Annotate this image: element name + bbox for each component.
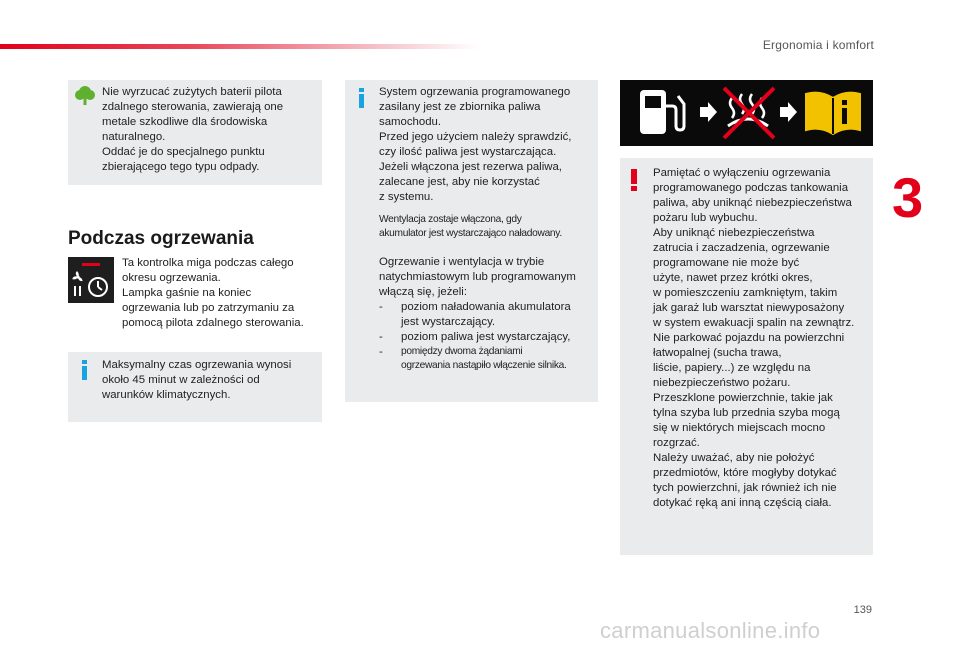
text-line: System ogrzewania programowanego — [379, 86, 571, 98]
text-line: z systemu. — [379, 191, 434, 203]
info-icon — [357, 88, 367, 108]
eco-note-text — [102, 85, 314, 175]
text-line: paliwa, aby uniknąć niebezpieczeństwa — [653, 197, 852, 209]
arrow-right-icon — [700, 102, 717, 122]
refuel-warning-pictogram — [620, 80, 873, 146]
text-line: Maksymalny czas ogrzewania wynosi — [102, 359, 292, 371]
manual-book-icon — [806, 93, 860, 134]
text-line: Lampka gaśnie na koniec — [122, 287, 252, 299]
text-line: jak garaż lub warsztat niewyposażony — [653, 302, 845, 314]
list-item — [379, 345, 592, 373]
text-line: Aby uniknąć niebezpieczeństwa — [653, 227, 815, 239]
text-line: pomiędzy dwoma żądaniami — [401, 346, 523, 357]
text-line: niebezpieczeństwo pożaru. — [653, 377, 791, 389]
list-item — [379, 300, 592, 330]
text-line: włączą się, jeżeli: — [379, 286, 467, 298]
heater-crossed-icon — [724, 88, 774, 138]
text-line: zatrucia i zaczadzenia, ogrzewanie — [653, 242, 830, 254]
info-icon — [80, 360, 90, 380]
lamp-description — [122, 256, 327, 331]
list-dash: - — [379, 301, 383, 313]
text-line: Należy uważać, aby nie położyć — [653, 452, 815, 464]
text-line: akumulator jest wystarczająco naładowany. — [379, 228, 562, 239]
text-line: samochodu. — [379, 116, 442, 128]
text-line: tych powierzchni, jak również ich nie — [653, 482, 837, 494]
text-line: w system ewakuacji spalin na zewnątrz. — [653, 317, 855, 329]
fuel-note-paragraph-2 — [379, 213, 592, 241]
text-line: w pomieszczeniu zamkniętym, takim — [653, 287, 838, 299]
text-line: dotykać ręką ani inną częścią ciała. — [653, 497, 832, 509]
list-dash: - — [379, 346, 383, 358]
text-line: ogrzewania lub po zatrzymaniu za — [122, 302, 295, 314]
text-line: Jeżeli włączona jest rezerwa paliwa, — [379, 161, 562, 173]
fuel-pump-icon — [640, 90, 684, 134]
text-line: zdalnego sterowania, zawierają one — [102, 101, 284, 113]
text-line: około 45 minut w zależności od — [102, 374, 260, 386]
text-line: Ogrzewanie i wentylacja w trybie — [379, 256, 545, 268]
text-line: okresu ogrzewania. — [122, 272, 221, 284]
text-line: Przed jego użyciem należy sprawdzić, — [379, 131, 572, 143]
warning-note-text — [653, 166, 867, 511]
text-line: poziom paliwa jest wystarczający, — [401, 331, 571, 343]
chapter-number: 3 — [892, 166, 924, 229]
page-number: 139 — [853, 604, 872, 616]
info-note-box-fuel — [345, 80, 598, 402]
text-line: pomocą pilota zdalnego sterowania. — [122, 317, 304, 329]
text-line: Nie parkować pojazdu na powierzchni — [653, 332, 845, 344]
eco-note-box — [68, 80, 322, 185]
list-dash: - — [379, 331, 383, 343]
section-title: Podczas ogrzewania — [68, 228, 254, 249]
text-line: natychmiastowym lub programowanym — [379, 271, 576, 283]
text-line: łatwopalnej (sucha trawa, — [653, 347, 782, 359]
fuel-note-paragraph-3 — [379, 255, 592, 300]
list-item — [379, 330, 592, 345]
fuel-note-paragraph-1 — [379, 85, 592, 205]
text-line: Pamiętać o wyłączeniu ogrzewania — [653, 167, 831, 179]
text-line: przedmiotów, które mogłyby dotykać — [653, 467, 837, 479]
text-line: liście, papiery...) ze względu na — [653, 362, 811, 374]
text-line: zalecane jest, aby nie korzystać — [379, 176, 540, 188]
text-line: Wentylacja zostaje włączona, gdy — [379, 214, 522, 225]
text-line: czy ilość paliwa jest wystarczająca. — [379, 146, 557, 158]
page-header-title: Ergonomia i komfort — [762, 38, 874, 52]
eco-tree-icon — [74, 84, 96, 106]
text-line: ogrzewania nastąpiło włączenie silnika. — [401, 360, 567, 371]
text-line: Oddać je do specjalnego punktu — [102, 146, 265, 158]
warning-exclamation-icon — [630, 169, 638, 191]
arrow-right-icon — [780, 102, 797, 122]
text-line: się w niektórych miejscach mocno — [653, 422, 826, 434]
text-line: zbierającego tego typu odpady. — [102, 161, 260, 173]
text-line: Ta kontrolka miga podczas całego — [122, 257, 294, 269]
text-line: jest wystarczający. — [401, 316, 496, 328]
text-line: programowanego podczas tankowania — [653, 182, 849, 194]
info-note-box-duration — [68, 352, 322, 422]
text-line: zasilany jest ze zbiornika paliwa — [379, 101, 541, 113]
text-line: Nie wyrzucać zużytych baterii pilota — [102, 86, 282, 98]
text-line: pożaru lub wybuchu. — [653, 212, 758, 224]
conditions-list — [379, 300, 592, 373]
warning-note-box — [620, 158, 873, 555]
text-line: tylna szyba lub przednia szyba mogą — [653, 407, 840, 419]
header-accent-bar — [0, 44, 480, 49]
text-line: Przeszklone powierzchnie, takie jak — [653, 392, 833, 404]
text-line: rozgrzać. — [653, 437, 700, 449]
text-line: metale szkodliwe dla środowiska — [102, 116, 268, 128]
text-line: użyte, nawet przez krótki okres, — [653, 272, 813, 284]
text-line: naturalnego. — [102, 131, 166, 143]
heating-timer-lamp-icon — [68, 257, 114, 303]
info-note-text — [102, 358, 314, 403]
text-line: programowane nie może być — [653, 257, 800, 269]
text-line: poziom naładowania akumulatora — [401, 301, 571, 313]
text-line: warunków klimatycznych. — [102, 389, 231, 401]
watermark-text: carmanualsonline.info — [600, 618, 821, 643]
